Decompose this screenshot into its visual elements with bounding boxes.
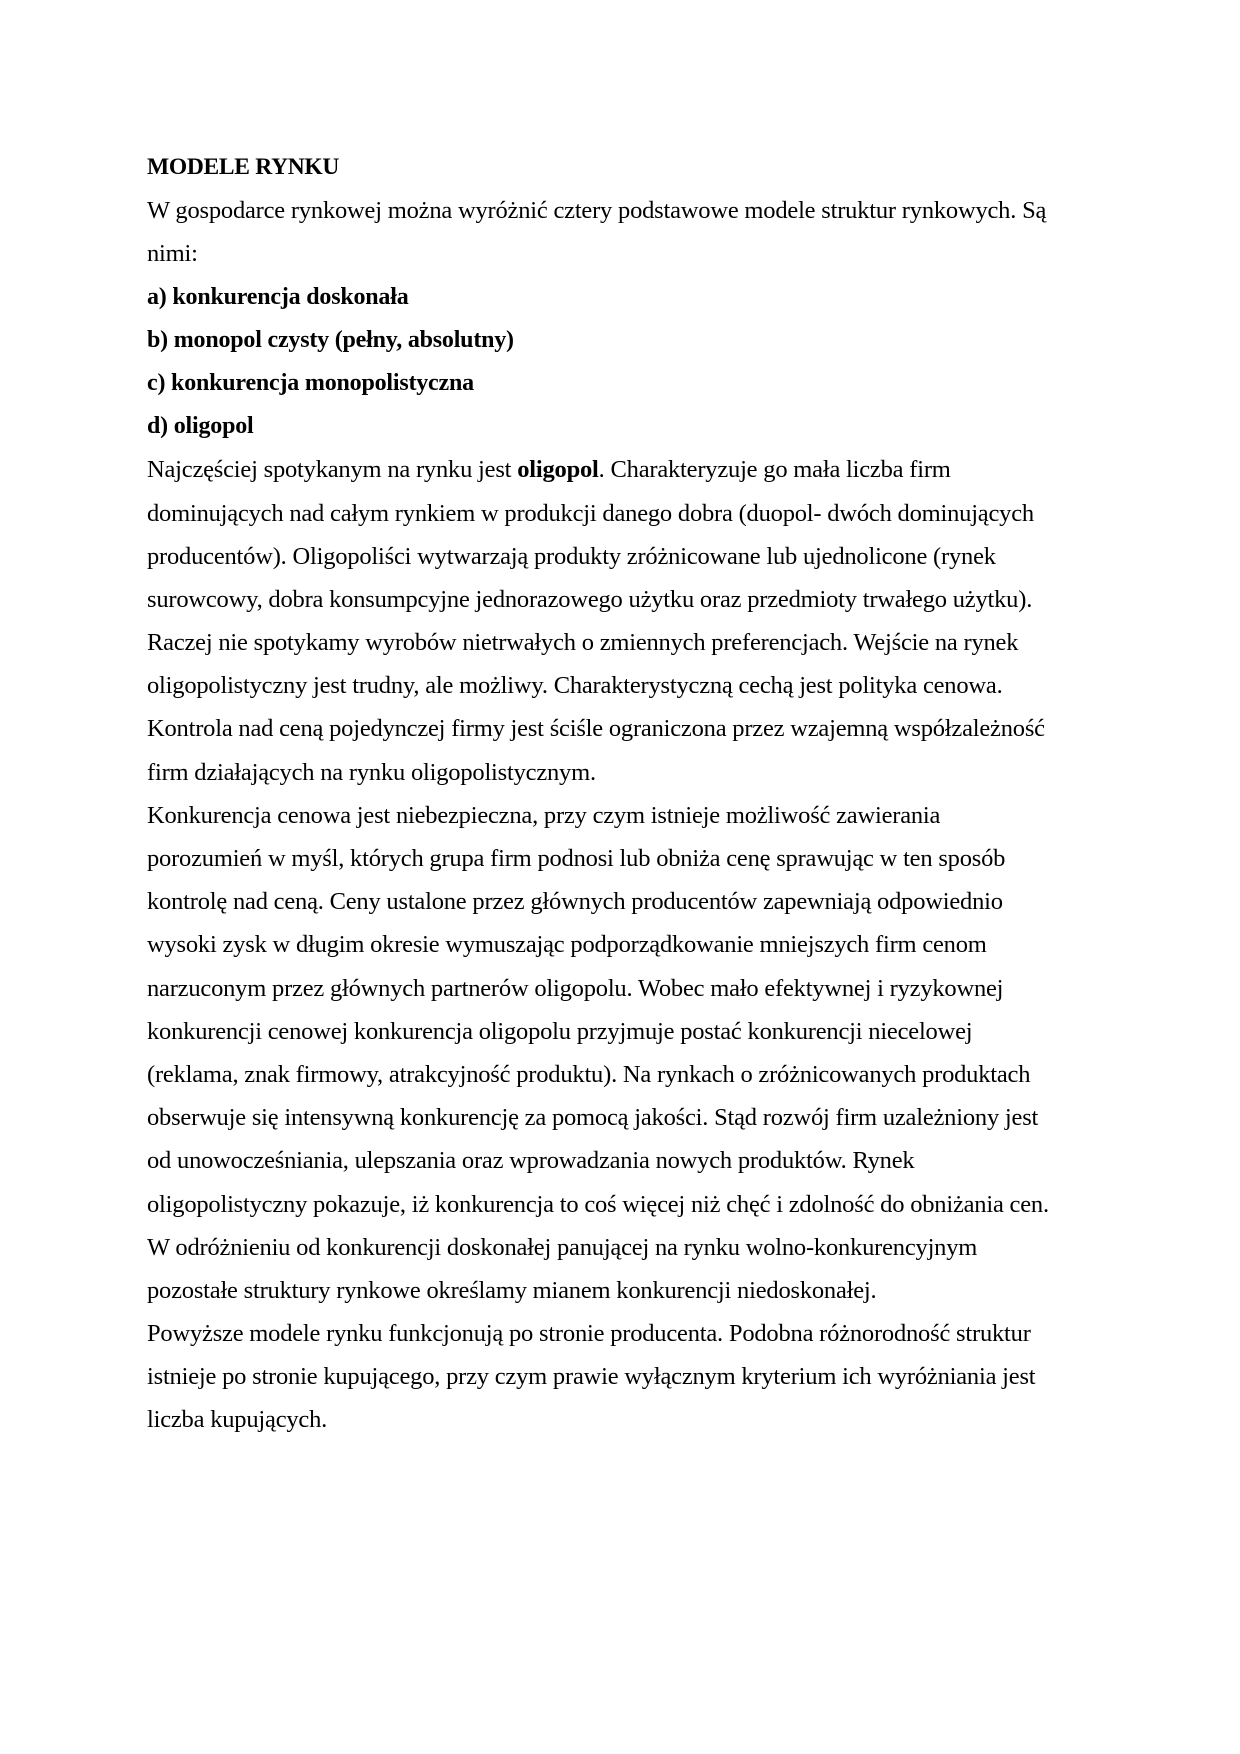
text-segment: Najczęściej spotykanym na rynku jest xyxy=(147,456,518,484)
paragraph-line: Konkurencja cenowa jest niebezpieczna, przy czym istnieje możliwość zawierania xyxy=(147,801,941,829)
paragraph-line: wysoki zysk w długim okresie wymuszając podporządkowanie mniejszych firm cenom xyxy=(147,931,987,959)
list-item-oligopoly: d) oligopol xyxy=(147,413,254,440)
paragraph-line: Raczej nie spotykamy wyrobów nietrwałych o zmiennych preferencjach. Wejście na rynek xyxy=(147,629,1019,657)
paragraph-line: istnieje po stronie kupującego, przy czym prawie wyłącznym kryterium ich wyróżniania jest xyxy=(147,1363,1036,1391)
paragraph-line: narzuconym przez głównych partnerów oligopolu. Wobec mało efektywnej i ryzykownej xyxy=(147,974,1004,1002)
paragraph-line: obserwuje się intensywną konkurencję za pomocą jakości. Stąd rozwój firm uzależniony jest xyxy=(147,1104,1039,1132)
paragraph-line: firm działających na rynku oligopolistycznym. xyxy=(147,758,596,786)
paragraph-line: surowcowy, dobra konsumpcyjne jednorazowego użytku oraz przedmioty trwałego użytku). xyxy=(147,585,1033,613)
paragraph-line: oligopolistyczny pokazuje, iż konkurencja to coś więcej niż chęć i zdolność do obniżania cen. xyxy=(147,1190,1049,1218)
paragraph-line: W odróżnieniu od konkurencji doskonałej panującej na rynku wolno-konkurencyjnym xyxy=(147,1233,978,1261)
paragraph-line: pozostałe struktury rynkowe określamy mianem konkurencji niedoskonałej. xyxy=(147,1276,877,1304)
intro-paragraph xyxy=(147,189,1107,275)
emphasis-oligopol: oligopol xyxy=(517,456,599,484)
list-item-pure-monopoly: b) monopol czysty (pełny, absolutny) xyxy=(147,326,514,353)
price-competition-paragraph xyxy=(147,794,1107,1312)
paragraph-line: producentów). Oligopoliści wytwarzają produkty zróżnicowane lub ujednolicone (rynek xyxy=(147,542,996,570)
document-title: MODELE RYNKU xyxy=(147,154,340,180)
paragraph-line: Powyższe modele rynku funkcjonują po stronie producenta. Podobna różnorodność struktur xyxy=(147,1320,1031,1348)
paragraph-line: oligopolistyczny jest trudny, ale możliwy. Charakterystyczną cechą jest polityka cenowa. xyxy=(147,672,1003,700)
paragraph-line xyxy=(147,448,1107,491)
intro-line: nimi: xyxy=(147,240,198,268)
paragraph-line: konkurencji cenowej konkurencja oligopolu przyjmuje postać konkurencji niecelowej xyxy=(147,1017,973,1045)
list-item-perfect-competition: a) konkurencja doskonała xyxy=(147,283,409,310)
paragraph-line: liczba kupujących. xyxy=(147,1406,328,1434)
text-segment: . Charakteryzuje go mała liczba firm xyxy=(598,456,951,484)
paragraph-line: od unowocześniania, ulepszania oraz wprowadzania nowych produktów. Rynek xyxy=(147,1147,915,1175)
intro-line: W gospodarce rynkowej można wyróżnić cztery podstawowe modele struktur rynkowych. Są xyxy=(147,197,1047,225)
document-page xyxy=(147,146,1107,1442)
oligopoly-paragraph xyxy=(147,448,1107,794)
paragraph-line: kontrolę nad ceną. Ceny ustalone przez głównych producentów zapewniają odpowiednio xyxy=(147,888,1003,916)
buyer-side-paragraph xyxy=(147,1312,1107,1442)
paragraph-line: porozumień w myśl, których grupa firm podnosi lub obniża cenę sprawując w ten sposób xyxy=(147,845,1006,872)
paragraph-line: (reklama, znak firmowy, atrakcyjność produktu). Na rynkach o zróżnicowanych produktach xyxy=(147,1060,1031,1088)
paragraph-line: Kontrola nad ceną pojedynczej firmy jest ściśle ograniczona przez wzajemną współzależność xyxy=(147,715,1045,743)
paragraph-line: dominujących nad całym rynkiem w produkcji danego dobra (duopol- dwóch dominujących xyxy=(147,499,1034,527)
list-item-monopolistic-competition: c) konkurencja monopolistyczna xyxy=(147,369,474,396)
market-models-list xyxy=(147,276,1107,449)
